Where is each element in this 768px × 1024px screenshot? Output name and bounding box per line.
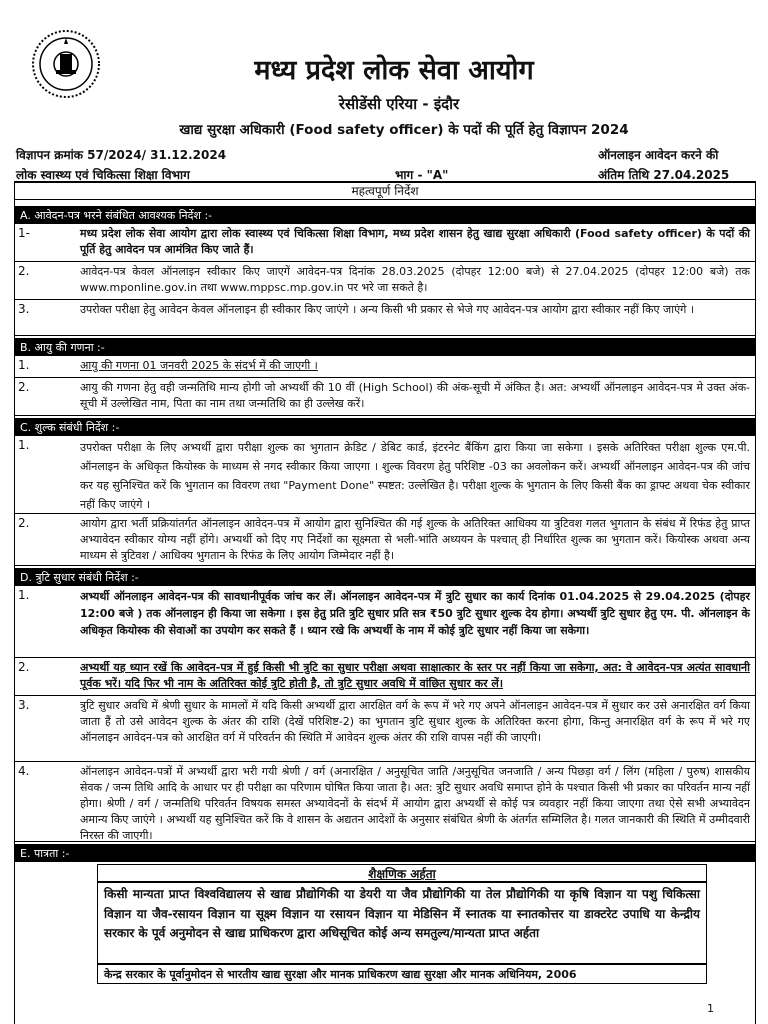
organization-title: मध्य प्रदेश लोक सेवा आयोग (254, 55, 534, 86)
qualification-heading: शैक्षणिक अर्हता (97, 864, 707, 882)
item-text: त्रुटि सुधार अवधि में श्रेणी सुधार के मामलों में यदि किसी अभ्यर्थी द्वारा आरक्षित वर्ग के रूप में भरे गए अपने ऑनलाइन आवेदन-पत्र में सुधार कर उसे अनारक्षित वर्ग किया जाता हैं तो उसे आवेदन शुल्क के अंतर की राशि (देखें परिशिष्ट-2) का भुगतान त्रुटि सुधार शुल्क के अतिरिक्त करना होगा, किन्तु अनारक्षित वर्ग के रूप में भरे गए ऑनलाइन आवेदन-पत्र को आरक्षित वर्ग में परिवर्तन की स्थिति में आवेदन शुल्क अंतर की राशि वापस नहीं की जाएगी। (80, 699, 750, 744)
item-text: उपरोक्त परीक्षा के लिए अभ्यर्थी द्वारा परीक्षा शुल्क का भुगतान क्रेडिट / डेबिट कार्ड, इंटरनेट बैंकिंग द्वारा किया जा सकेगा । इसके अतिरिक्त परीक्षा शुल्क एम.पी. ऑनलाइन के अधिकृत कियोस्क के माध्यम से नगद स्वीकार किया जाएगा । शुल्क विवरण हेतु परिशिष्ट -03 का अवलोकन करें। अभ्यर्थी ऑनलाइन आवेदन-पत्र की जांच कर यह सुनिश्चित करें कि भुगतान का विवरण तथा "Payment Done" स्पष्टत: उल्लेखित है। परीक्षा शुल्क के भुगतान के लिए किसी बैंक का ड्राफ्ट अथवा चेक स्वीकार नहीं किए जाएंगे । (80, 441, 750, 511)
item-text: उपरोक्त परीक्षा हेतु आवेदन केवल ऑनलाइन ही स्वीकार किए जाएंगे । अन्य किसी भी प्रकार से भेजे गए आवेदन-पत्र आयोग द्वारा स्वीकार नहीं किए जाएंगे । (80, 303, 695, 316)
advertisement-number: विज्ञापन क्रमांक 57/2024/ 31.12.2024 (16, 148, 227, 162)
item-number: 4. (18, 764, 30, 778)
list-item (14, 224, 756, 262)
list-item (14, 378, 756, 416)
section-a-title: A. आवेदन-पत्र भरने संबंधित आवश्यक निर्देश :- (14, 206, 756, 224)
list-item (14, 586, 756, 658)
item-text: ऑनलाइन आवेदन-पत्रों में अभ्यर्थी द्वारा भरी गयी श्रेणी / वर्ग (अनारक्षित / अनुसूचित जाति /अनुसूचित जनजाति / अन्य पिछड़ा वर्ग / लिंग (महिला / पुरुष) शासकीय सेवक / जन्म तिथि आदि के आधार पर ही परीक्षा का परिणाम घोषित किया जाता है। अत: त्रुटि सुधार अवधि समाप्त होने के पश्चात किसी भी प्रकार का परिवर्तन मान्य नहीं होगा। श्रेणी / वर्ग / जन्मतिथि परिवर्तन विषयक समस्त अभ्यावेदनों के संदर्भ में आयोग द्वारा अभ्यर्थी से कोई पत्र व्यवहार नहीं किया जाएगा तथा ऐसे सभी अभ्यावेदन अमान्य किए जाएंगे । अभ्यर्थी यह सुनिश्चित करें कि वे शासन के अद्यतन आदेशों के अनुसार संबंधित श्रेणी के अंतर्गत सम्मिलित है। गलत जानकारी की स्थिति में उम्मीदवारी निरस्त की जाएगी। (80, 765, 750, 842)
organization-address: रेसीडेंसी एरिया - इंदौर (338, 95, 460, 113)
item-text: आयु की गणना हेतु वही जन्मतिथि मान्य होगी जो अभ्यर्थी की 10 वीं (High School) की अंक-सूची में अंकित है। अत: अभ्यर्थी ऑनलाइन आवेदन-पत्र मे उक्त अंक-सूची में उल्लेखित नाम, पिता का नाम तथा जन्मतिथि का ही उल्लेख करें। (80, 381, 750, 410)
item-number: 1. (18, 438, 30, 452)
item-text: मध्य प्रदेश लोक सेवा आयोग द्वारा लोक स्वास्थ्य एवं चिकित्सा शिक्षा विभाग, मध्य प्रदेश शासन हेतु खाद्य सुरक्षा अधिकारी (Food safety officer) के पदों की पूर्ति हेतु आवेदन पत्र आमंत्रित किए जाते हैं। (80, 227, 750, 256)
list-item (14, 300, 756, 336)
advertisement-heading: खाद्य सुरक्षा अधिकारी (Food safety officer) के पदों की पूर्ति हेतु विज्ञापन 2024 (179, 122, 629, 138)
section-e-title: E. पात्रता :- (14, 844, 756, 862)
item-text: आयोग द्वारा भर्ती प्रक्रियांतर्गत ऑनलाइन आवेदन-पत्र में आयोग द्वारा सुनिश्चित की गई शुल्क के अतिरिक्त आधिक्य या त्रुटिवश गलत भुगतान के संबंध में रिफंड हेतु प्राप्त अभ्यावेदन स्वीकार योग्य नहीं होंगे। अभ्यर्थी को दिए गए निर्देशों का सूक्ष्मता से भली-भांति अध्ययन के पश्चात् ही निर्धारित शुल्क का भुगतान करें। कियोस्क अथवा अन्य माध्यम से त्रुटिवश / आधिक्य भुगतान के रिफंड के लिए आयोग जिम्मेदार नहीं है। (80, 517, 750, 562)
item-number: 2. (18, 380, 30, 394)
list-item (14, 514, 756, 566)
section-c-title: C. शुल्क संबंधी निर्देश :- (14, 418, 756, 436)
item-text: आवेदन-पत्र केवल ऑनलाइन स्वीकार किए जाएगें आवेदन-पत्र दिनांक 28.03.2025 (दोपहर 12:00 बजे) से 27.04.2025 (दोपहर 12:00 बजे) तक www.mponline.gov.in तथा www.mppsc.mp.gov.in पर भरे जा सकते है। (80, 265, 750, 294)
list-item (14, 262, 756, 300)
item-number: 2. (18, 264, 30, 278)
item-number: 2. (18, 660, 30, 674)
item-text: आयु की गणना 01 जनवरी 2025 के संदर्भ में की जाएगी । (80, 359, 318, 372)
item-number: 1. (18, 358, 30, 372)
item-number: 3. (18, 698, 30, 712)
item-number: 1- (18, 226, 30, 240)
list-item (14, 658, 756, 696)
qualification-text: किसी मान्यता प्राप्त विश्वविद्यालय से खाद्य प्रौद्योगिकी या डेयरी या जैव प्रौद्योगिकी या तेल प्रौद्योगिकी या कृषि विज्ञान या पशु चिकित्सा विज्ञान या जैव-रसायन विज्ञान या सूक्ष्म विज्ञान या रसायन विज्ञान या मेडिसिन में स्नातक या स्नातकोत्तर या डाक्टरेट उपाधि या केन्द्रीय सरकार के पूर्व अनुमोदन से खाद्य प्राधिकरण द्वारा अधिसूचित कोई अन्य समतुल्य/मान्यता प्राप्त अर्हता (97, 882, 707, 964)
online-application-label: ऑनलाइन आवेदन करने की (598, 148, 719, 162)
qualification-note: केन्द्र सरकार के पूर्वानुमोदन से भारतीय खाद्य सुरक्षा और मानक प्राधिकरण खाद्य सुरक्षा और मानक अधिनियम, 2006 (97, 964, 707, 984)
last-date: अंतिम तिथि 27.04.2025 (598, 168, 730, 182)
notice-title: महत्वपूर्ण निर्देश (14, 182, 756, 200)
list-item (14, 762, 756, 842)
item-text: अभ्यर्थी यह ध्यान रखें कि आवेदन-पत्र में हुई किसी भी त्रुटि का सुधार परीक्षा अथवा साक्षात्कार के स्तर पर नहीं किया जा सकेगा, अत: वे आवेदन-पत्र अत्यंत सावधानी पूर्वक भरें। यदि फिर भी नाम के अतिरिक्त कोई त्रुटि होती है, तो त्रुटि सुधार अवधि में वांछित सुधार कर लें। (80, 661, 750, 690)
item-number: 3. (18, 302, 30, 316)
item-number: 1. (18, 588, 30, 602)
item-number: 2. (18, 516, 30, 530)
part-label: भाग - "A" (395, 168, 449, 182)
section-b-title: B. आयु की गणना :- (14, 338, 756, 356)
section-d-title: D. त्रुटि सुधार संबंधी निर्देश :- (14, 568, 756, 586)
item-text: अभ्यर्थी ऑनलाइन आवेदन-पत्र की सावधानीपूर्वक जांच कर लें। ऑनलाइन आवेदन-पत्र में त्रुटि सुधार का कार्य दिनांक 01.04.2025 से 29.04.2025 (दोपहर 12:00 बजे ) तक ऑनलाइन ही किया जा सकेगा । इस हेतु प्रति त्रुटि सुधार प्रति सत्र ₹50 त्रुटि सुधार शुल्क देय होगा। अभ्यर्थी त्रुटि सुधार हेतु एम. पी. ऑनलाइन के अधिकृत कियोस्क की सेवाओं का उपयोग कर सकते हैं । ध्यान रखे कि अभ्यर्थी के नाम में कोई त्रुटि सुधार नहीं किया जा सकेगा। (80, 590, 750, 637)
page-number: 1 (707, 1002, 714, 1015)
list-item (14, 436, 756, 514)
list-item (14, 356, 756, 378)
list-item (14, 696, 756, 762)
department-name: लोक स्वास्थ्य एवं चिकित्सा शिक्षा विभाग (16, 168, 190, 182)
